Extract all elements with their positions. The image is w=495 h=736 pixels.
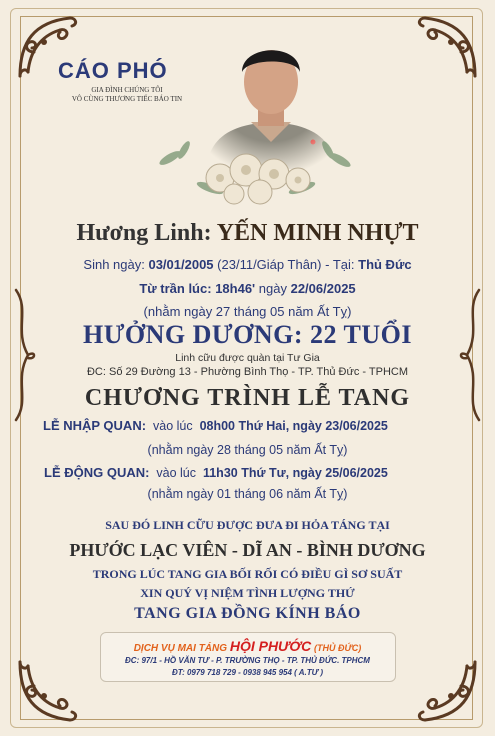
dob-label: Sinh ngày: [83,257,145,272]
event-time: 11h30 Thứ Tư, ngày 25/06/2025 [202,466,388,480]
program-title: CHƯƠNG TRÌNH LỄ TANG [84,385,411,411]
obituary-title: CÁO PHÓ [58,58,168,83]
died-date: 22/06/2025 [290,281,356,296]
flower-wreath-icon [150,138,360,208]
deceased-name: YẾN MINH NHỰT [216,220,419,246]
service-address: ĐC: 97/1 - HỒ VĂN TƯ - P. TRƯỜNG THỌ - TP. THỦ ĐỨC. TPHCM [125,656,370,665]
corner-ornament-icon [411,656,481,726]
header-subtitle-1: GIA ĐÌNH CHÚNG TÔI [91,86,163,94]
dob-separator: - Tại: [325,257,355,272]
service-name-line [0,638,495,654]
cremation-place: PHƯỚC LẠC VIÊN - DĨ AN - BÌNH DƯƠNG [69,540,426,560]
cremation-note: SAU ĐÓ LINH CỮU ĐƯỢC ĐƯA ĐI HỎA TÁNG TẠI [105,518,390,532]
apology-line-1: TRONG LÚC TANG GIA BỐI RỐI CÓ ĐIỀU GÌ SƠ SUẤT [92,567,403,581]
event-time: 08h00 Thứ Hai, ngày 23/06/2025 [199,419,388,433]
event-name: LỄ ĐỘNG QUAN: [44,465,150,480]
age-heading: HƯỞNG DƯƠNG: 22 TUỔI [83,320,412,349]
death-lunar-date: (nhằm ngày 27 tháng 05 năm Ất Tỵ) [143,304,352,319]
corner-ornament-icon [14,656,84,726]
event-procession [44,465,388,480]
birth-line [0,257,495,272]
event-encoffining [43,418,388,433]
corner-ornament-icon [411,12,481,82]
event-prefix: vào lúc [156,466,197,480]
event-encoffining-lunar: (nhằm ngày 28 tháng 05 năm Ất Tỵ) [147,443,348,457]
service-prefix: DỊCH VỤ MAI TÁNG [133,643,228,654]
apology-line-2: XIN QUÝ VỊ NIỆM TÌNH LƯỢNG THỨ [140,586,355,600]
home-address: ĐC: Số 29 Đường 13 - Phường Bình Thọ - TP. Thủ Đức - TPHCM [86,366,409,378]
wake-location: Linh cữu được quàn tại Tư Gia [175,352,320,364]
service-brand: HỘI PHƯỚC [229,638,312,654]
name-label: Hương Linh: [76,220,212,246]
dob-value: 03/01/2005 [148,257,214,272]
service-phone: ĐT: 0979 718 729 - 0938 945 954 ( A.TƯ ) [172,668,323,677]
deceased-name-line [0,220,495,247]
died-time: 18h46' [215,281,256,296]
birthplace: Thủ Đức [358,257,412,272]
family-signature: TANG GIA ĐỒNG KÍNH BÁO [134,605,361,622]
dob-lunar: (23/11/Giáp Thân) [217,257,322,272]
service-suffix: (THỦ ĐỨC) [314,643,362,653]
header-subtitle-2: VÔ CÙNG THƯƠNG TIẾC BÁO TIN [71,95,183,103]
death-line [0,281,495,296]
died-mid: ngày [258,281,287,296]
died-label: Từ trần lúc: [139,281,212,296]
event-prefix: vào lúc [153,419,193,433]
event-procession-lunar: (nhằm ngày 01 tháng 06 năm Ất Tỵ) [147,487,348,501]
event-name: LỄ NHẬP QUAN: [43,418,147,433]
